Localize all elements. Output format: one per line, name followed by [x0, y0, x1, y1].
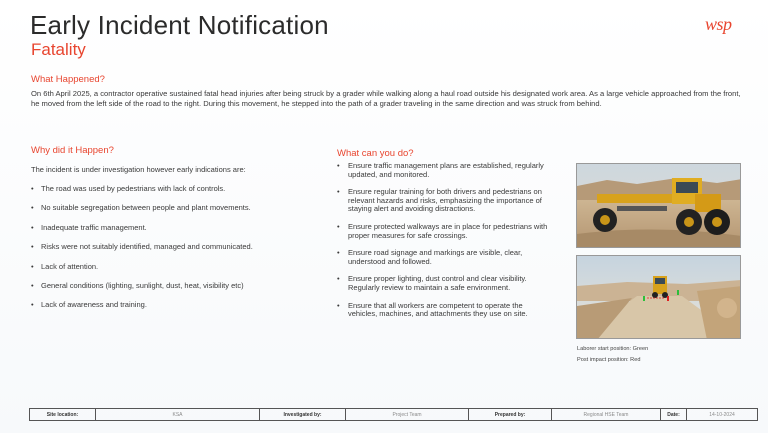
why-item: • General conditions (lighting, sunlight, dust, heat, visibility etc)	[31, 281, 311, 300]
why-item: • No suitable segregation between people and plant movements.	[31, 203, 311, 222]
what-happened-body: On 6th April 2025, a contractor operative sustained fatal head injuries after being struck by a grader while walking along a haul road outside his designated work area. As a large vehicle approached from the front, he moved from the left side of the road to the right. During this movement, he stepped into the path of a grader traveling in the same direction and was struck from behind.	[31, 89, 741, 108]
action-item: • Ensure protected walkways are in place for pedestrians with proper measures for safe crossings.	[337, 223, 549, 240]
action-item: • Ensure traffic management plans are established, regularly updated, and monitored.	[337, 162, 549, 179]
haul-road-photo	[576, 255, 741, 339]
what-can-you-do-list	[337, 162, 549, 328]
investigated-by-value: Project Team	[346, 409, 469, 420]
wsp-logo: wsp	[705, 14, 732, 34]
why-heading: Why did it Happen?	[31, 145, 114, 156]
why-item: • Risks were not suitably identified, managed and communicated.	[31, 242, 311, 261]
why-item: • Lack of attention.	[31, 262, 311, 281]
why-item: • Inadequate traffic management.	[31, 223, 311, 242]
date-value: 14-10-2024	[709, 411, 735, 418]
photo-caption-impact: Post impact position: Red	[577, 357, 641, 363]
photo-caption-start: Laborer start position: Green	[577, 346, 649, 352]
action-item: • Ensure regular training for both drivers and pedestrians on relevant hazards and risks, emphasizing the importance of staying alert and avoiding distractions.	[337, 188, 549, 214]
why-item: • Lack of awareness and training.	[31, 300, 311, 319]
why-item: • The road was used by pedestrians with lack of controls.	[31, 184, 311, 203]
page-subtitle: Fatality	[31, 40, 86, 59]
prepared-by-label: Prepared by:	[469, 409, 552, 420]
footer-table	[29, 408, 758, 421]
what-can-you-do-heading: What can you do?	[337, 148, 414, 159]
site-location-label: Site location:	[30, 409, 96, 420]
prepared-by-value: Regional HSE Team	[552, 409, 661, 420]
date-label: Date:	[661, 409, 687, 420]
action-item: • Ensure that all workers are competent to operate the vehicles, machines, and attachments they use on site.	[337, 302, 549, 319]
why-list	[31, 184, 311, 320]
action-item: • Ensure proper lighting, dust control and clear visibility. Regularly review to maintain a safe environment.	[337, 275, 549, 292]
action-item: • Ensure road signage and markings are visible, clear, understood and followed.	[337, 249, 549, 266]
investigated-by-label: Investigated by:	[260, 409, 346, 420]
what-happened-heading: What Happened?	[31, 74, 105, 85]
page-title: Early Incident Notification	[30, 10, 329, 40]
why-intro: The incident is under investigation however early indications are:	[31, 165, 246, 174]
site-location-value: KSA	[96, 409, 260, 420]
grader-photo	[576, 163, 741, 248]
